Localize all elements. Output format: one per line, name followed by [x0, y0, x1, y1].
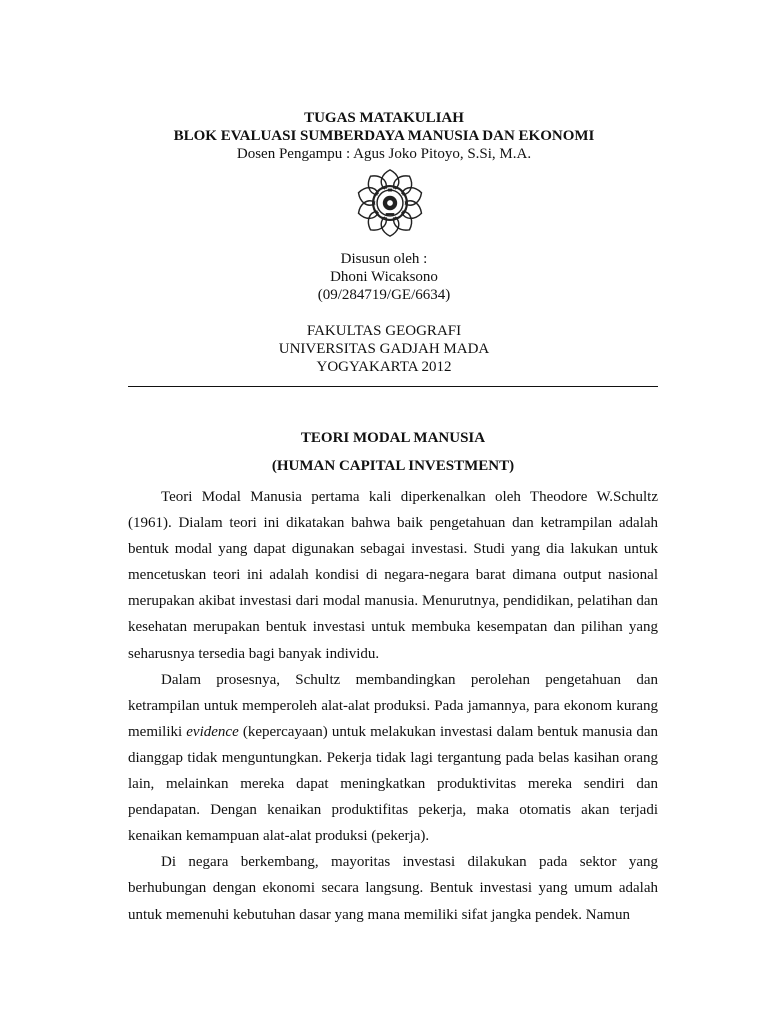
section-title: TEORI MODAL MANUSIA [300, 430, 486, 446]
student-id: (09/284719/GE/6634) [317, 287, 451, 303]
paragraph-2 [128, 667, 658, 850]
institution-block [128, 322, 640, 376]
paragraph-2-start: Dalam prosesnya, Schultz membandingkan perolehan pengetahuan dan ketrampilan untuk memperoleh alat-alat produksi. Pada jamannya, para ekonom kurang memiliki [128, 671, 658, 740]
university-seal-icon [354, 167, 426, 239]
paragraph-2-end: (kepercayaan) untuk melakukan investasi dalam bentuk manusia dan dianggap tidak menguntungkan. Pekerja tidak lagi tergantung pada belas kasihan orang lain, melainkan mereka dapat meningkatkan produktivitas mereka sendiri dan pendapatan. Dengan kenaikan produktifitas pekerja, maka otomatis akan terjadi kenaikan kemampuan alat-alat produksi (pekerja). [128, 723, 658, 845]
body-text [128, 484, 658, 928]
author-block [128, 250, 640, 304]
author-name: Dhoni Wicaksono [330, 269, 438, 285]
faculty-name: FAKULTAS GEOGRAFI [306, 323, 462, 339]
assignment-title: TUGAS MATAKULIAH [304, 110, 464, 126]
emphasis-evidence: evidence [186, 723, 239, 740]
horizontal-divider [128, 386, 658, 387]
paragraph-1: Teori Modal Manusia pertama kali diperkenalkan oleh Theodore W.Schultz (1961). Dialam teori ini dikatakan bahwa baik pengetahuan dan ketrampilan adalah bentuk modal yang dapat digunakan sebagai investasi. Studi yang dia lakukan untuk mencetuskan teori ini adalah kondisi di negara-negara barat dimana output nasional merupakan akibat investasi dari modal manusia. Menurutnya, pendidikan, pelatihan dan kesehatan merupakan bentuk investasi untuk membuka kesempatan dan pilihan yang seharusnya tersedia bagi banyak individu. [128, 489, 658, 662]
city-year: YOGYAKARTA 2012 [316, 359, 452, 375]
paragraph-3: Di negara berkembang, mayoritas investasi dilakukan pada sektor yang berhubungan dengan ekonomi secara langsung. Bentuk investasi yang umum adalah untuk memenuhi kebutuhan dasar yang mana memiliki sifat jangka pendek. Namun [128, 854, 658, 923]
section-subtitle: (HUMAN CAPITAL INVESTMENT) [271, 458, 515, 474]
prepared-by-label: Disusun oleh : [340, 251, 428, 267]
university-name: UNIVERSITAS GADJAH MADA [278, 341, 490, 357]
lecturer-line: Dosen Pengampu : Agus Joko Pitoyo, S.Si, M.A. [236, 146, 532, 162]
course-block-title: BLOK EVALUASI SUMBERDAYA MANUSIA DAN EKONOMI [173, 128, 595, 144]
assignment-header [128, 109, 640, 163]
